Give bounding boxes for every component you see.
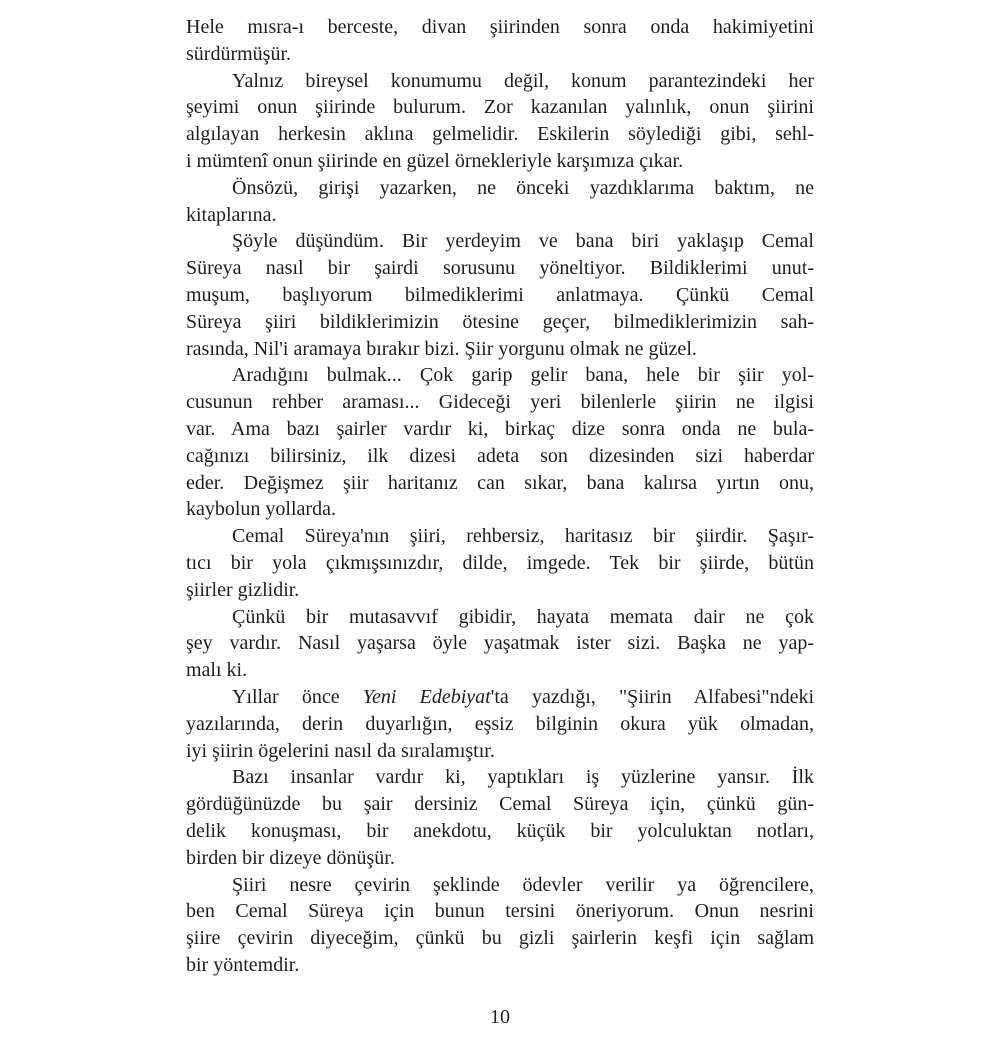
text-line: bir yöntemdir. <box>186 953 300 976</box>
text-line: Cemal Süreya'nın şiiri, rehbersiz, haritasız bir şiirdir. Şaşır- <box>232 525 814 548</box>
text-line: şeyimi onun şiirinde bulurum. Zor kazanılan yalınlık, onun şiirini <box>186 96 814 119</box>
text-line: algılayan herkesin aklına gelmelidir. Eskilerin söylediği gibi, sehl- <box>186 123 814 146</box>
text-line <box>186 684 814 711</box>
text-line: iyi şiirin ögelerini nasıl da sıralamıştır. <box>186 739 495 762</box>
text-line: Süreya şiiri bildiklerimizin ötesine geçer, bilmediklerimizin sah- <box>186 310 814 333</box>
text-line: cağınızı bilirsiniz, ilk dizesi adeta son dizesinden sizi haberdar <box>186 444 814 467</box>
text-segment: 'ta yazdığı, "Şiirin Alfabesi"ndeki <box>490 685 815 708</box>
text-line: malı ki. <box>186 659 248 682</box>
text-line: Yalnız bireysel konumumu değil, konum parantezindeki her <box>232 69 814 92</box>
paragraph <box>186 14 814 68</box>
paragraph <box>186 604 814 684</box>
text-segment: Yıllar önce <box>232 685 363 708</box>
text-line: var. Ama bazı şairler vardır ki, birkaç dize sonra onda ne bula- <box>186 417 814 440</box>
text-line: sürdürmüşür. <box>186 42 291 65</box>
paragraph <box>186 684 814 764</box>
text-line: Hele mısra-ı berceste, divan şiirinden sonra onda hakimiyetini <box>186 16 814 38</box>
paragraph <box>186 523 814 603</box>
text-line: Çünkü bir mutasavvıf gibidir, hayata memata dair ne çok <box>232 605 814 628</box>
text-line: cusunun rehber araması... Gideceği yeri bilenlerle şiirin ne ilgisi <box>186 391 814 414</box>
paragraph <box>186 872 814 979</box>
text-line: gördüğünüzde bu şair dersiniz Cemal Süreya için, çünkü gün- <box>186 793 814 816</box>
paragraph <box>186 175 814 229</box>
paragraph <box>186 228 814 362</box>
book-page-text <box>186 14 814 979</box>
text-line: ben Cemal Süreya için bunun tersini öneriyorum. Onun nesrini <box>186 900 814 923</box>
paragraph <box>186 362 814 523</box>
text-line: eder. Değişmez şiir haritanız can sıkar, bana kalırsa yırtın onu, <box>186 471 814 494</box>
text-line: kaybolun yollarda. <box>186 498 336 521</box>
text-line: tıcı bir yola çıkmışsınızdır, dilde, imgede. Tek bir şiirde, bütün <box>186 551 814 574</box>
text-line: şiire çevirin diyeceğim, çünkü bu gizli şairlerin keşfi için sağlam <box>186 927 814 950</box>
paragraph <box>186 68 814 175</box>
text-line: muşum, başlıyorum bilmediklerimi anlatmaya. Çünkü Cemal <box>186 283 814 306</box>
text-line: yazılarında, derin duyarlığın, eşsiz bilginin okura yük olmadan, <box>186 712 814 735</box>
italic-title: Yeni Edebiyat <box>362 685 491 708</box>
text-line: Bazı insanlar vardır ki, yaptıkları iş yüzlerine yansır. İlk <box>232 766 814 789</box>
text-line: i mümtenî onun şiirinde en güzel örnekleriyle karşımıza çıkar. <box>186 149 684 172</box>
text-line: Şiiri nesre çevirin şeklinde ödevler verilir ya öğrencilere, <box>232 873 814 896</box>
text-line: şiirler gizlidir. <box>186 578 300 601</box>
text-line: Süreya nasıl bir şairdi sorusunu yöneltiyor. Bildiklerimi unut- <box>186 257 814 280</box>
text-line: birden bir dizeye dönüşür. <box>186 846 395 869</box>
text-line: delik konuşması, bir anekdotu, küçük bir yolculuktan notları, <box>186 819 814 842</box>
text-line: rasında, Nil'i aramaya bırakır bizi. Şiir yorgunu olmak ne güzel. <box>186 337 697 360</box>
page-number: 10 <box>490 1006 510 1028</box>
text-line: şey vardır. Nasıl yaşarsa öyle yaşatmak ister sizi. Başka ne yap- <box>186 632 814 655</box>
text-line: kitaplarına. <box>186 203 277 226</box>
text-line: Aradığını bulmak... Çok garip gelir bana, hele bir şiir yol- <box>232 364 814 387</box>
paragraph <box>186 764 814 871</box>
text-line: Şöyle düşündüm. Bir yerdeyim ve bana biri yaklaşıp Cemal <box>232 230 814 253</box>
text-line: Önsözü, girişi yazarken, ne önceki yazdıklarıma baktım, ne <box>232 176 814 199</box>
